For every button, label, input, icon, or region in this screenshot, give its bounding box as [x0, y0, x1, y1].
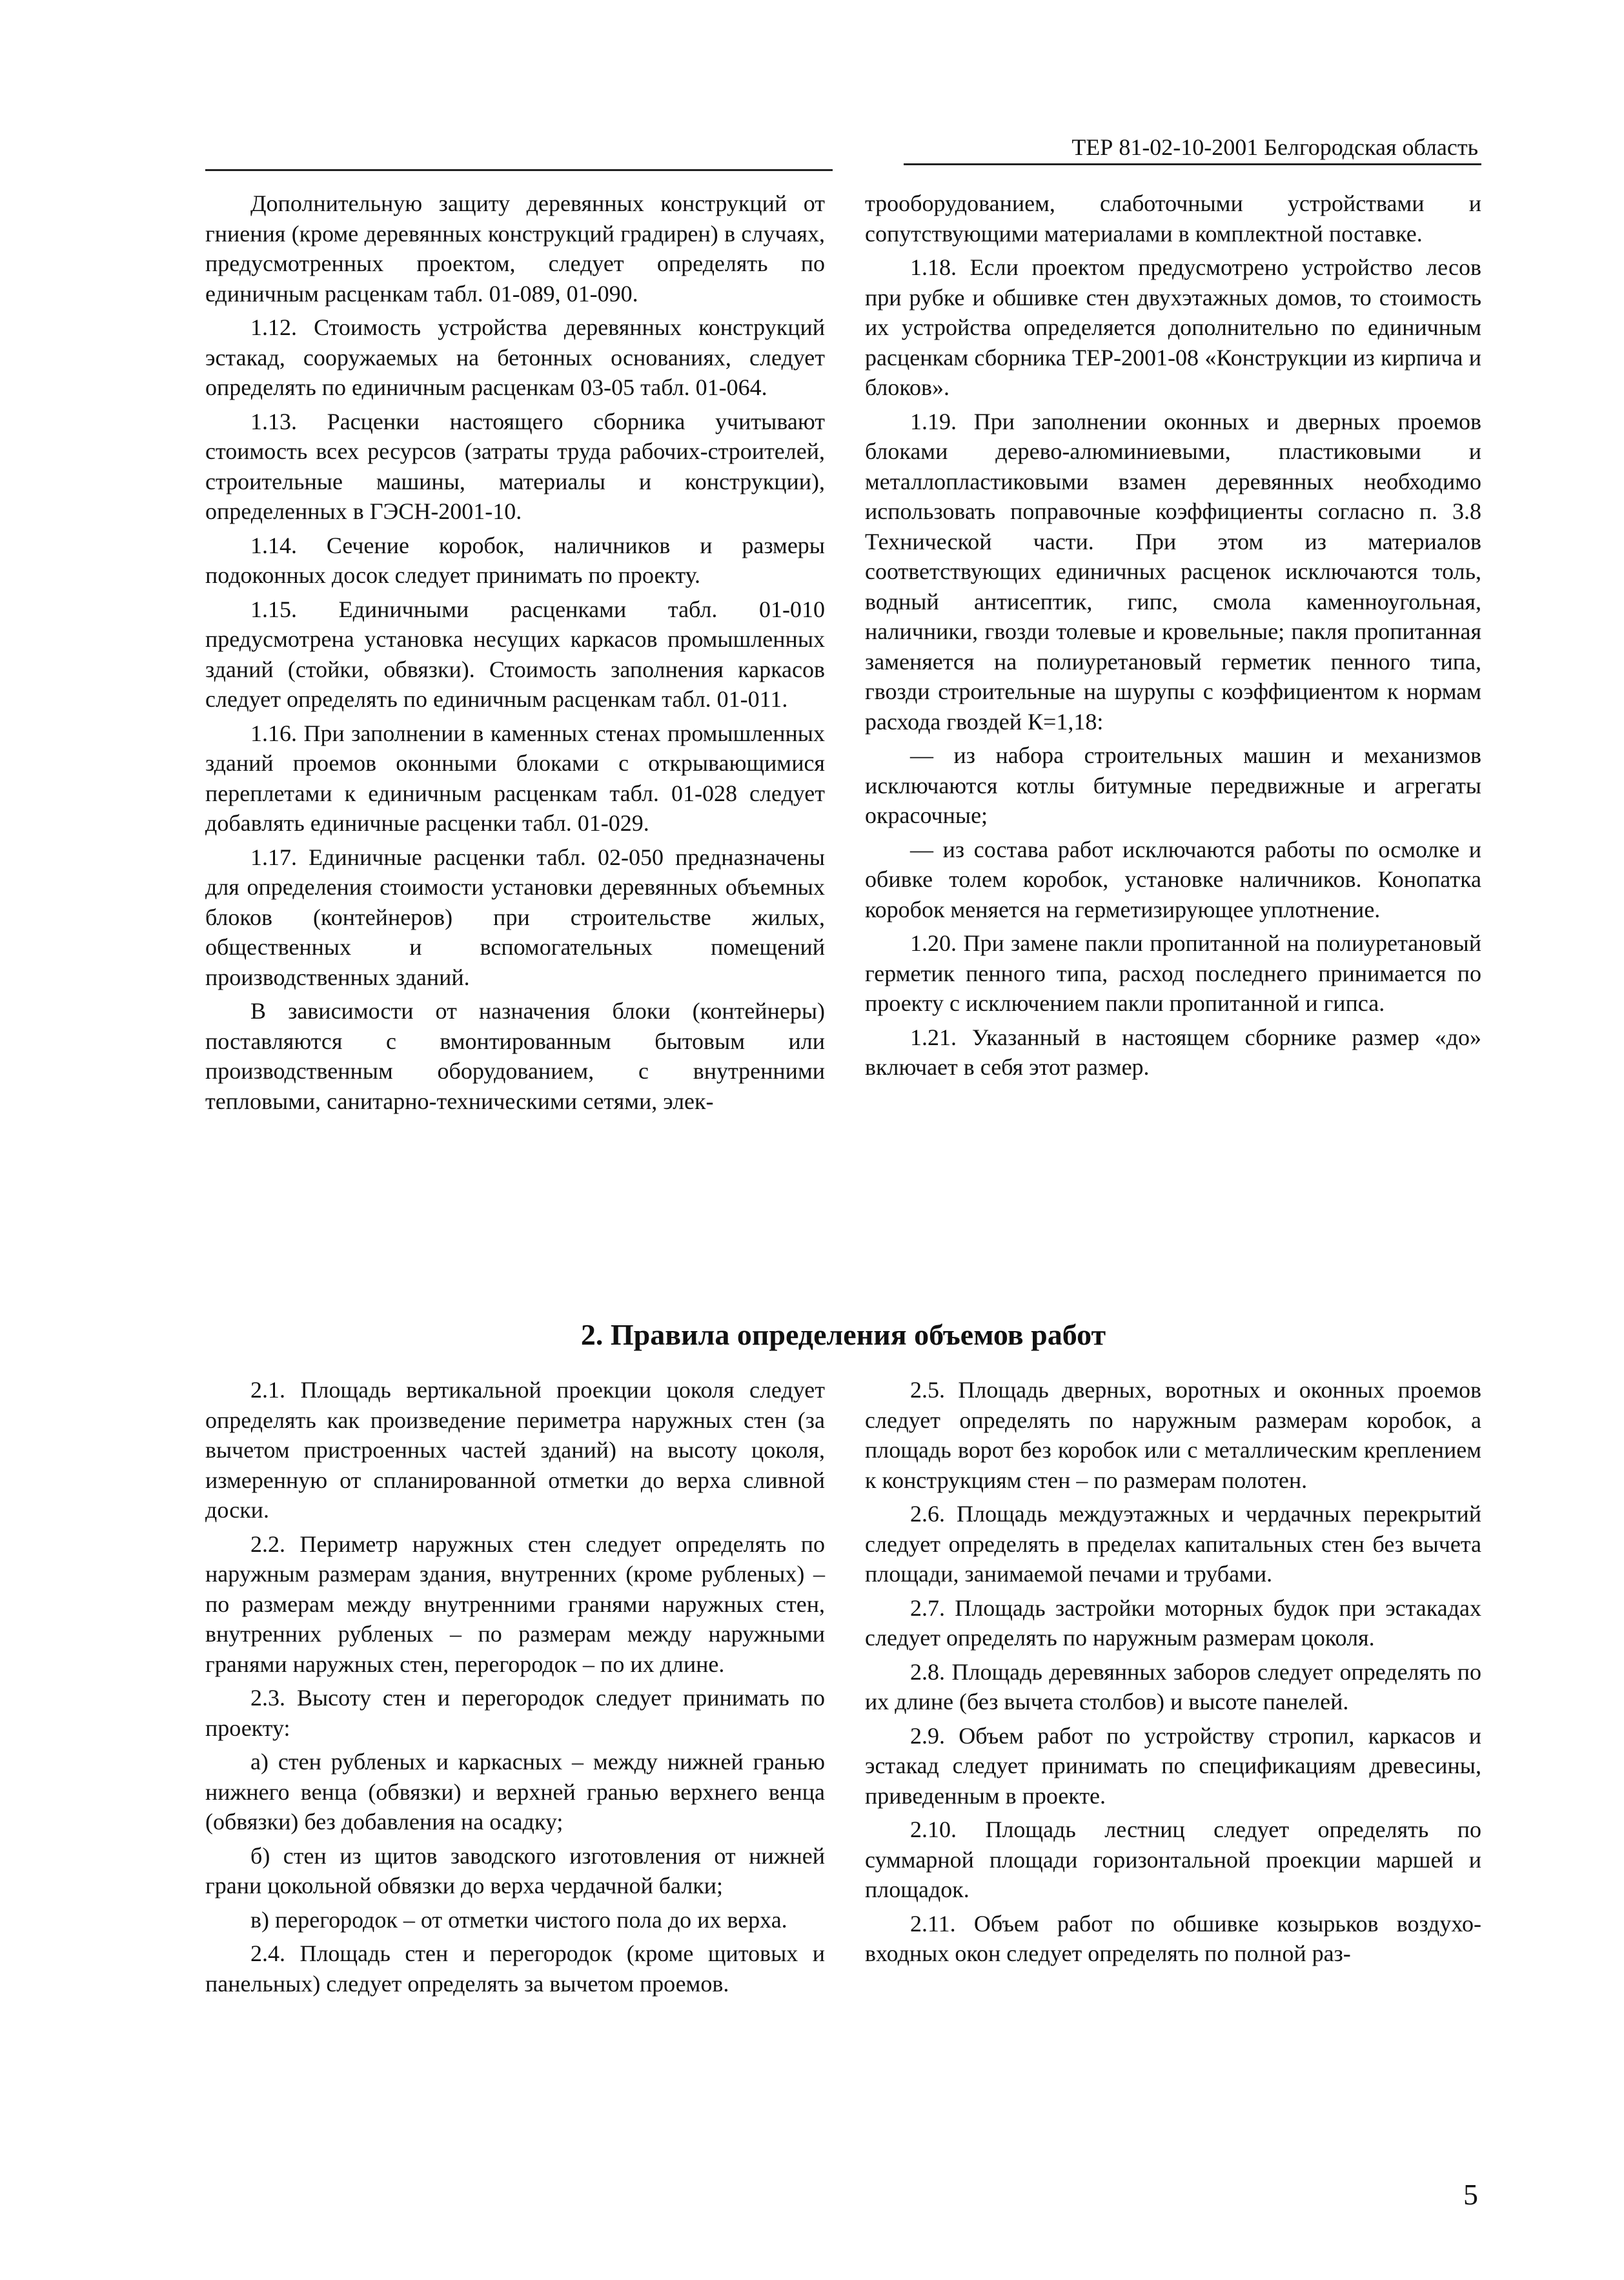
paragraph: 2.6. Площадь междуэтажных и чердачных перекрытий следует определять в пределах капитальных стен без вычета площади, занимаемой печами и трубами.: [865, 1501, 1481, 1587]
paragraph: в) перегородок – от отметки чистого пола до их верха.: [250, 1906, 787, 1933]
paragraph: 1.18. Если проектом предусмотрено устройство лесов при рубке и обшивке стен двухэтажных домов, то стоимость их устройства определяется дополнительно по единичным расценкам сборника ТЕР-2001-08 «Конструкции из кирпича и блоков».: [865, 254, 1481, 400]
paragraph: Дополнительную защиту деревянных конструкций от гниения (кроме деревянных конструкций градирен) в случаях, предусмотренных проектом, следует определять по единичным расценкам табл. 01-089, 01-090.: [205, 190, 825, 307]
paragraph: а) стен рубленых и каркасных – между нижней гранью нижнего венца (обвязки) и верхней гранью верхнего венца (обвязки) без добавления на осадку;: [205, 1749, 825, 1835]
paragraph: 2.4. Площадь стен и перегородок (кроме щитовых и панельных) следует определять за вычетом проемов.: [205, 1940, 825, 1997]
paragraph: б) стен из щитов заводского изготовления от нижней грани цокольной обвязки до верха чердачной балки;: [205, 1842, 825, 1898]
paragraph: 1.20. При замене пакли пропитанной на полиуретановый герметик пенного типа, расход последнего принимается по проекту с исключением пакли пропитанной и гипса.: [865, 930, 1481, 1016]
paragraph: 2.5. Площадь дверных, воротных и оконных проемов следует определять по наружным размерам коробок, а площадь ворот без коробок или с металлическим креплением к конструкциям стен – по размерам полотен.: [865, 1377, 1481, 1493]
top-left-rule: [205, 169, 833, 171]
paragraph: 2.8. Площадь деревянных заборов следует определять по их длине (без вычета столбов) и высоте панелей.: [865, 1658, 1481, 1715]
column-right-top: [865, 188, 1481, 1086]
paragraph: 1.12. Стоимость устройства деревянных конструкций эстакад, сооружаемых на бетонных основаниях, следует определять по единичным расценкам 03-05 табл. 01-064.: [205, 314, 825, 400]
paragraph: 2.10. Площадь лестниц следует определять по суммарной площади горизонтальной проекции маршей и площадок.: [865, 1817, 1481, 1902]
paragraph: 1.19. При заполнении оконных и дверных проемов блоками дерево-алюминиевыми, пластиковыми и металлопластиковыми взамен деревянных необходимо использовать поправочные коэффициенты согласно п. 3.8 Технической части. При этом из материалов соответствующих единичных расценок исключаются толь, водный антисептик, гипс, смола каменноугольная, наличники, гвозди толевые и кровельные; пакля пропитанная заменяется на полиуретановый герметик пенного типа, гвозди строительные на шурупы с коэффициентом к нормам расхода гвоздей К=1,18:: [865, 408, 1481, 735]
paragraph: 1.13. Расценки настоящего сборника учитывают стоимость всех ресурсов (затраты труда рабочих-строителей, строительные машины, материалы и конструкции), определенных в ГЭСН-2001-10.: [205, 408, 825, 524]
column-right-bottom: [865, 1375, 1481, 1973]
paragraph: 1.21. Указанный в настоящем сборнике размер «до» включает в себя этот размер.: [865, 1024, 1481, 1080]
running-header: ТЕР 81-02-10-2001 Белгородская область: [1071, 134, 1478, 160]
paragraph: — из набора строительных машин и механизмов исключаются котлы битумные передвижные и агрегаты окрасочные;: [865, 742, 1481, 828]
paragraph: 2.3. Высоту стен и перегородок следует принимать по проекту:: [205, 1685, 825, 1741]
column-left-bottom: [205, 1375, 825, 2002]
section-title: 2. Правила определения объемов работ: [580, 1318, 1106, 1351]
paragraph: 1.17. Единичные расценки табл. 02-050 предназначены для определения стоимости установки деревянных объемных блоков (контейнеров) при строительстве жилых, общественных и вспомогательных помещений производственных зданий.: [205, 844, 825, 990]
paragraph: 2.9. Объем работ по устройству стропил, каркасов и эстакад следует принимать по спецификациям древесины, приведенным в проекте.: [865, 1722, 1481, 1809]
paragraph: — из состава работ исключаются работы по осмолке и обивке толем коробок, установке наличников. Конопатка коробок меняется на герметизирующее уплотнение.: [865, 836, 1481, 922]
header-rule: [904, 163, 1481, 165]
column-left-top: [205, 188, 825, 1120]
paragraph-continuation: трооборудованием, слаботочными устройствами и сопутствующими материалами в комплектной поставке.: [865, 190, 1481, 247]
paragraph: 2.1. Площадь вертикальной проекции цоколя следует определять как произведение периметра наружных стен (за вычетом пристроенных частей зданий) на высоту цоколя, измеренную от спланированной отметки до верха сливной доски.: [205, 1377, 825, 1523]
paragraph: 1.14. Сечение коробок, наличников и размеры подоконных досок следует принимать по проекту.: [205, 532, 825, 588]
paragraph: 2.2. Периметр наружных стен следует определять по наружным размерам здания, внутренних (кроме рубленых) – по размерам между внутренними гранями наружных стен, внутренних рубленых – по размерам между наружными гранями наружных стен, перегородок – по их длине.: [205, 1531, 825, 1677]
paragraph: 1.16. При заполнении в каменных стенах промышленных зданий проемов оконными блоками с открывающимися переплетами к единичным расценкам табл. 01-028 следует добавлять единичные расценки табл. 01-029.: [205, 720, 825, 836]
paragraph: 2.11. Объем работ по обшивке козырьков воздухо-входных окон следует определять по полной раз-: [865, 1910, 1481, 1966]
paragraph: В зависимости от назначения блоки (контейнеры) поставляются с вмонтированным бытовым или производственным оборудованием, с внутренними тепловыми, санитарно-техническими сетями, элек-: [205, 998, 825, 1114]
paragraph: 2.7. Площадь застройки моторных будок при эстакадах следует определять по наружным размерам цоколя.: [865, 1594, 1481, 1651]
paragraph: 1.15. Единичными расценками табл. 01-010 предусмотрена установка несущих каркасов промышленных зданий (стойки, обвязки). Стоимость заполнения каркасов следует определять по единичным расценкам табл. 01-011.: [205, 596, 825, 712]
page-number: 5: [1463, 2178, 1478, 2211]
